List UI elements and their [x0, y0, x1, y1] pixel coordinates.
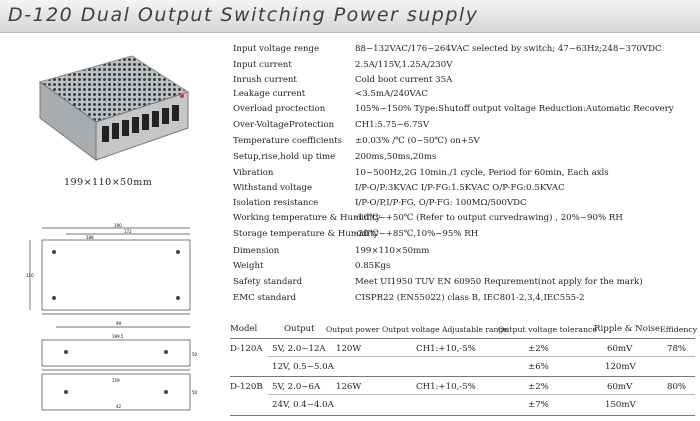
- table-cell: 120W: [336, 344, 362, 354]
- spec-value: 10~500Hz,2G 10min./1 cycle, Period for 60min, Each axls: [355, 168, 609, 178]
- spec-value: ±0.03% /℃ (0~50℃) on+5V: [355, 136, 480, 146]
- table-cell: 12V, 0.5~5.0A: [272, 362, 334, 372]
- table-cell: 78%: [667, 344, 687, 354]
- table-cell: 60mV: [607, 382, 633, 392]
- spec-key: Leakage current: [233, 89, 306, 99]
- spec-value: -10℃~+50℃ (Refer to output curvedrawing) , 20%~90% RH: [355, 213, 623, 223]
- spec-value: 88~132VAC/176~264VAC selected by switch; 47~63Hz;248~370VDC: [355, 44, 662, 54]
- spec-key: Overload proctection: [233, 104, 326, 114]
- table-rule: [230, 376, 695, 377]
- dimension-caption: 199×110×50mm: [64, 177, 153, 188]
- spec-value: 2.5A/115V,1.25A/230V: [355, 60, 453, 70]
- spec-key: Working temperature & Humidity: [233, 213, 381, 223]
- table-cell: ±7%: [528, 400, 549, 410]
- spec-value: 200ms,50ms,20ms: [355, 152, 437, 162]
- spec-value: <3.5mA/240VAC: [355, 89, 428, 99]
- spec-key: Inrush current: [233, 75, 297, 85]
- table-cell: CH1:+10,-5%: [416, 382, 476, 392]
- spec-key: Weight: [233, 261, 264, 271]
- dim-label: 110: [26, 273, 34, 278]
- page-title: D-120 Dual Output Switching Power supply: [8, 4, 479, 26]
- table-rule: [268, 394, 695, 395]
- spec-row: [233, 198, 693, 212]
- spec-key: Safety standard: [233, 277, 303, 287]
- table-cell: D-120A: [230, 344, 263, 354]
- spec-row: [233, 136, 693, 150]
- spec-value: Meet UI1950 TUV EN 60950 Requrement(not apply for the mark): [355, 277, 643, 287]
- table-cell: 60mV: [607, 344, 633, 354]
- spec-value: CISPR22 (EN55022) class B, IEC801-2,3,4,IEC555-2: [355, 293, 585, 303]
- table-header: Ripple & Noise: [594, 324, 661, 334]
- spec-key: Storage temperature & Humidity: [233, 229, 379, 239]
- spec-value: I/P-O/P,I/P-FG, O/P-FG: 100MΩ/500VDC: [355, 198, 527, 208]
- table-cell: ±2%: [528, 382, 549, 392]
- table-cell: 120mV: [605, 362, 636, 372]
- spec-value: CH1:5.75~6.75V: [355, 120, 430, 130]
- dim-label: 188: [86, 235, 94, 240]
- table-header: Output power: [326, 325, 380, 334]
- spec-row: [233, 104, 693, 118]
- spec-key: Input current: [233, 60, 292, 70]
- table-cell: CH1:+10,-5%: [416, 344, 476, 354]
- spec-value: I/P-O/P:3KVAC I/P-FG:1.5KVAC O/P-FG:0.5KVAC: [355, 183, 565, 193]
- table-cell: ±2%: [528, 344, 549, 354]
- model-table: [230, 322, 698, 418]
- table-cell: ±6%: [528, 362, 549, 372]
- dim-label: 50: [192, 352, 198, 357]
- dim-label: 172: [124, 229, 132, 234]
- spec-value: 199×110×50mm: [355, 246, 430, 256]
- dim-label: 199.5: [112, 334, 124, 339]
- spec-row: [233, 152, 693, 166]
- spec-row: [233, 246, 693, 260]
- spec-key: Dimension: [233, 246, 280, 256]
- dim-label: 99: [116, 321, 122, 326]
- table-cell: 5V, 2.0~12A: [272, 344, 326, 354]
- dim-label: 159: [112, 378, 120, 383]
- spec-row: [233, 44, 693, 58]
- spec-key: Withstand voltage: [233, 183, 313, 193]
- table-cell: 150mV: [605, 400, 636, 410]
- mechanical-drawing: [26, 222, 206, 417]
- dim-label: 42: [116, 404, 122, 409]
- table-cell: D-120B: [230, 382, 263, 392]
- spec-row: [233, 277, 693, 291]
- spec-value: 105%~150% Type:Shutoff output voltage Reduction:Automatic Recovery: [355, 104, 674, 114]
- table-rule: [230, 338, 695, 339]
- spec-value: 0.85Kgs: [355, 261, 391, 271]
- dim-label: 190: [114, 223, 122, 228]
- table-cell: 24V, 0.4~4.0A: [272, 400, 334, 410]
- spec-key: Isolation resistance: [233, 198, 319, 208]
- spec-row: [233, 213, 693, 227]
- spec-row: [233, 183, 693, 197]
- spec-row: [233, 229, 693, 243]
- spec-row: [233, 60, 693, 74]
- spec-row: [233, 261, 693, 275]
- spec-row: [233, 120, 693, 134]
- table-rule: [268, 356, 695, 357]
- table-cell: 126W: [336, 382, 362, 392]
- table-header: Output voltage Adjustable range: [382, 325, 508, 334]
- spec-value: Cold boot current 35A: [355, 75, 453, 85]
- spec-key: Setup,rise,hold up time: [233, 152, 336, 162]
- spec-row: [233, 293, 693, 307]
- spec-value: -20℃~+85℃,10%~95% RH: [355, 229, 479, 239]
- table-header: Output voltage tolerance: [498, 325, 597, 334]
- table-header: Model: [230, 324, 258, 334]
- table-header: Effidency: [660, 325, 698, 334]
- spec-key: Input voltage renge: [233, 44, 320, 54]
- title-banner: [0, 0, 700, 33]
- spec-key: Temperature coefficients: [233, 136, 343, 146]
- spec-key: Over-VoltageProtection: [233, 120, 335, 130]
- spec-row: [233, 89, 693, 103]
- table-header: Output: [284, 324, 315, 334]
- dim-label: 50: [192, 390, 198, 395]
- table-cell: 80%: [667, 382, 687, 392]
- table-cell: 5V, 2.0~6A: [272, 382, 321, 392]
- table-rule: [230, 415, 695, 416]
- spec-key: Vibration: [233, 168, 274, 178]
- spec-key: EMC standard: [233, 293, 297, 303]
- spec-row: [233, 75, 693, 89]
- product-photo: [32, 52, 192, 164]
- spec-row: [233, 168, 693, 182]
